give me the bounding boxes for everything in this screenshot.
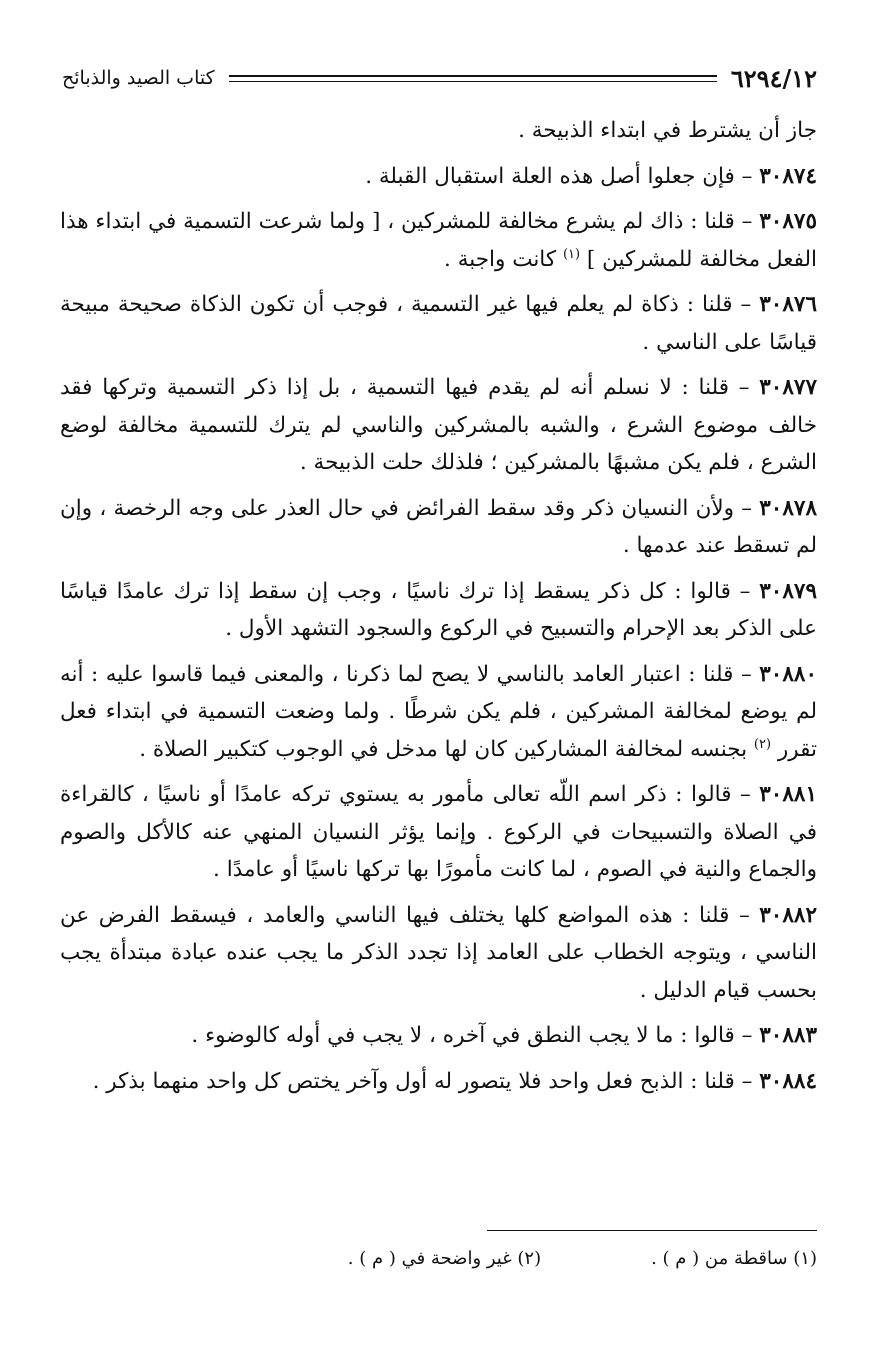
paragraph-text: – ولأن النسيان ذكر وقد سقط الفرائض في حال العذر على وجه الرخصة ، وإن لم تسقط عند عدمها . bbox=[60, 495, 817, 558]
paragraph-text: – قالوا : كل ذكر يسقط إذا ترك ناسيًا ، وجب إن سقط إذا ترك عامدًا قياسًا على الذكر بعد الإحرام والتسبيح في الركوع والسجود التشهد الأول . bbox=[60, 578, 817, 641]
paragraph bbox=[60, 158, 817, 196]
paragraph-text-continued: بجنسه لمخالفة المشاركين كان لها مدخل في الوجوب كتكبير الصلاة . bbox=[139, 736, 754, 762]
paragraph-text: – قلنا : ذاك لم يشرع مخالفة للمشركين ، [ ولما شرعت التسمية في ابتداء هذا الفعل مخالفة للمشركين ] bbox=[60, 209, 817, 272]
book-title: كتاب الصيد والذبائح bbox=[62, 67, 215, 89]
page-number: ٦٢٩٤/١٢ bbox=[730, 63, 817, 93]
paragraph-number: ٣٠٨٧٧ bbox=[759, 375, 817, 400]
paragraph bbox=[60, 1063, 817, 1101]
paragraph-text: – قالوا : ذكر اسم اللّه تعالى مأمور به يستوي تركه عامدًا أو ناسيًا ، كالقراءة في الصلاة والتسبيحات في الركوع . وإنما يؤثر النسيان المنهي عنه كالأكل والصوم والجماع والنية في الصوم ، لما كانت مأمورًا بها تركها ناسيًا أو عامدًا . bbox=[60, 782, 817, 882]
footnote-divider bbox=[487, 1230, 817, 1231]
paragraph-number: ٣٠٨٨١ bbox=[759, 782, 817, 807]
paragraph bbox=[60, 897, 817, 1010]
paragraph-text: – قلنا : هذه المواضع كلها يختلف فيها الناسي والعامد ، فيسقط الفرض عن الناسي ، ويتوجه الخطاب على العامد إذا تجدد الذكر ما يجب عنده عبادة مبتدأة يجب بحسب قيام الدليل . bbox=[60, 902, 817, 1003]
paragraph-text-continued: كانت واجبة . bbox=[444, 246, 563, 272]
paragraph-text: جاز أن يشترط في ابتداء الذبيحة . bbox=[518, 118, 817, 143]
header-rule bbox=[229, 75, 717, 82]
footnote-2: (٢) غير واضحة في ( م ) . bbox=[347, 1248, 542, 1269]
paragraph-text: – قلنا : ذكاة لم يعلم فيها غير التسمية ، فوجب أن تكون الذكاة صحيحة مبيحة قياسًا على الناسي . bbox=[60, 292, 817, 355]
paragraph-text: – قلنا : لا نسلم أنه لم يقدم فيها التسمية ، بل إذا ذكر التسمية وتركها فقد خالف موضوع الشرع ، والشبه بالمشركين والناسي لم يترك للتسمية مخالفة لوضع الشرع ، فلم يكن مشبهًا بالمشركين ؛ فلذلك حلت الذبيحة . bbox=[60, 375, 817, 475]
paragraph-number: ٣٠٨٧٦ bbox=[759, 292, 817, 317]
paragraph bbox=[60, 203, 817, 278]
paragraph bbox=[60, 776, 817, 889]
main-text bbox=[60, 112, 817, 1108]
paragraph-text: – قلنا : الذبح فعل واحد فلا يتصور له أول وآخر يختص كل واحد منهما بذكر . bbox=[92, 1068, 760, 1094]
paragraph-number: ٣٠٨٨٣ bbox=[759, 1023, 817, 1048]
footnote-reference[interactable]: (١) bbox=[562, 246, 581, 262]
paragraph bbox=[60, 369, 817, 482]
paragraph bbox=[60, 1017, 817, 1055]
footnote-1: (١) ساقطة من ( م ) . bbox=[651, 1248, 817, 1269]
paragraph-number: ٣٠٨٨٤ bbox=[759, 1068, 817, 1094]
paragraph-number: ٣٠٨٧٥ bbox=[759, 209, 817, 234]
paragraph-text: – قالوا : ما لا يجب النطق في آخره ، لا يجب في أوله كالوضوء . bbox=[191, 1023, 760, 1048]
paragraph-number: ٣٠٨٧٤ bbox=[759, 163, 817, 189]
page-header bbox=[62, 58, 817, 98]
paragraph bbox=[60, 656, 817, 769]
paragraph bbox=[60, 573, 817, 648]
paragraph-number: ٣٠٨٨٠ bbox=[759, 661, 817, 687]
paragraph-text: – فإن جعلوا أصل هذه العلة استقبال القبلة . bbox=[365, 163, 760, 189]
paragraph-number: ٣٠٨٨٢ bbox=[759, 902, 817, 928]
paragraph bbox=[60, 286, 817, 361]
paragraph-number: ٣٠٨٧٩ bbox=[759, 578, 817, 604]
paragraph bbox=[60, 490, 817, 565]
paragraph bbox=[60, 112, 817, 150]
footnote-reference[interactable]: (٢) bbox=[753, 736, 772, 752]
paragraph-number: ٣٠٨٧٨ bbox=[759, 495, 817, 521]
footnotes bbox=[62, 1248, 817, 1269]
paragraph-text: – قلنا : اعتبار العامد بالناسي لا يصح لما ذكرنا ، والمعنى فيما قاسوا عليه : أنه لم يوضع لمخالفة المشركين ، فلم يكن شرطًا . ولما وضعت التسمية في ابتداء فعل تقرر bbox=[60, 661, 817, 762]
